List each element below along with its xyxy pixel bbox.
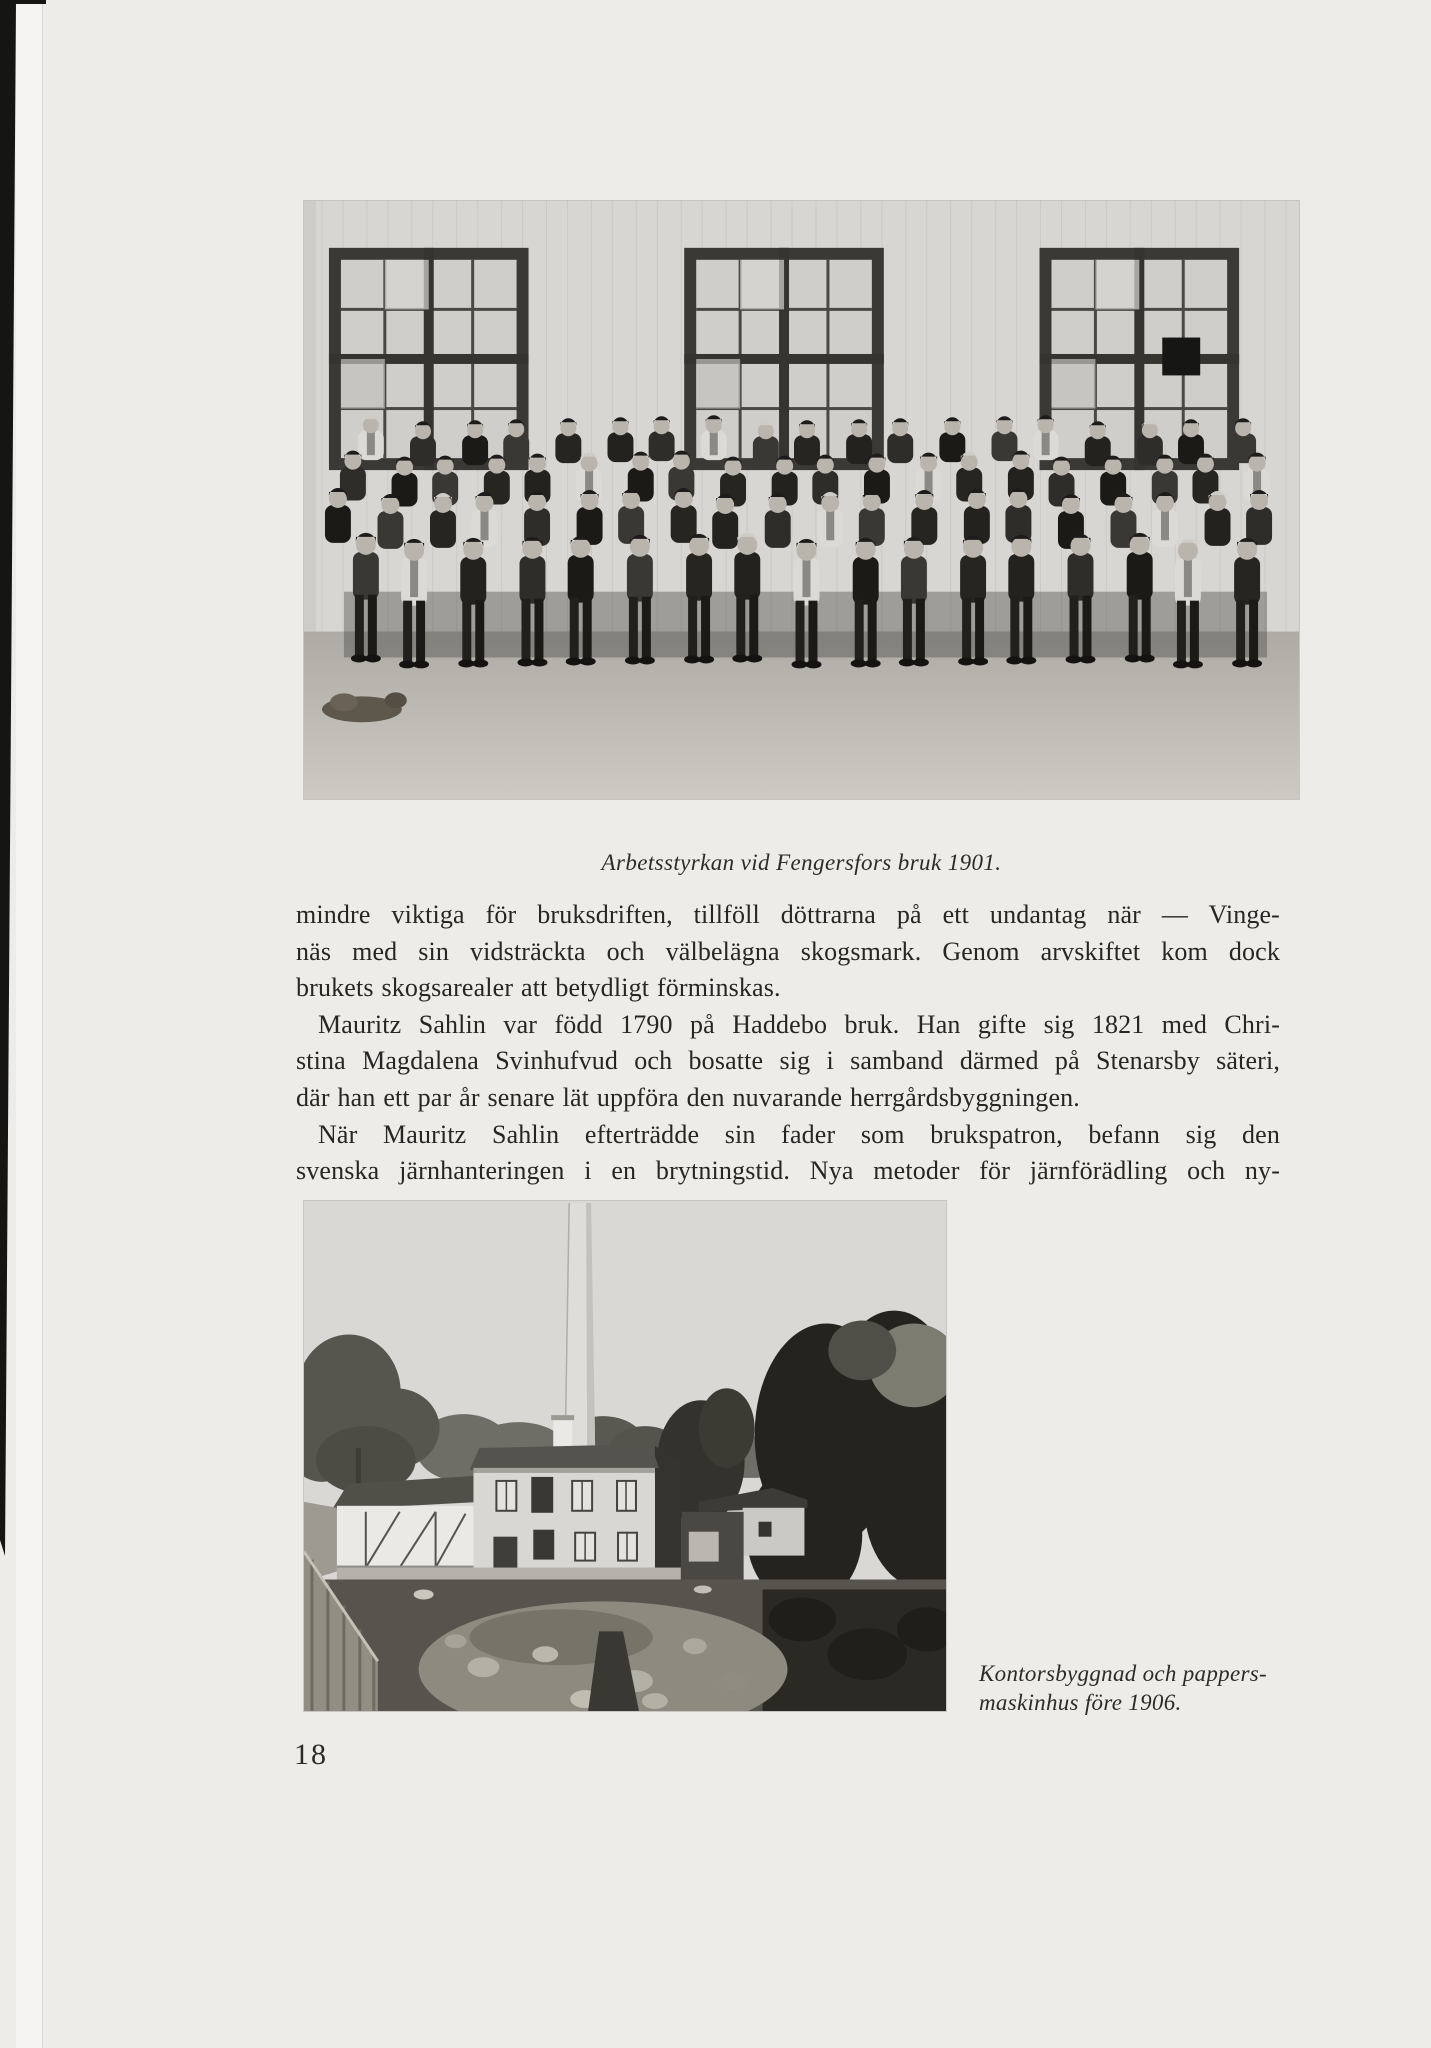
office-building — [469, 1444, 681, 1581]
caption-workforce: Arbetsstyrkan vid Fengersfors bruk 1901. — [601, 850, 1002, 875]
scan-top-edge — [0, 0, 46, 4]
caption-mill — [979, 1659, 1289, 1717]
body-line: näs med sin vidsträckta och välbelägna skogsmark. Genom arvskiftet kom dock — [296, 936, 1280, 966]
body-line: svenska järnhanteringen i en brytningstid. Nya metoder för järnförädling och ny- — [296, 1156, 1280, 1186]
paragraph — [296, 897, 1280, 1007]
body-line: mindre viktiga för bruksdriften, tillföll döttrarna på ett undantag när — Vinge- — [296, 900, 1280, 929]
right-trees — [747, 1311, 946, 1607]
body-line: stina Magdalena Svinhufvud och bosatte sig i samband därmed på Stenarsby säteri, — [296, 1046, 1280, 1076]
body-text — [296, 897, 1280, 1190]
body-line: där han ett par år senare lät uppföra den nuvarande herrgårdsbyggningen. — [296, 1082, 1080, 1112]
page-stack-edge — [16, 0, 43, 2048]
paragraph — [296, 1117, 1280, 1190]
paragraph — [296, 1007, 1280, 1117]
body-line: Mauritz Sahlin var född 1790 på Haddebo bruk. Han gifte sig 1821 med Chri- — [318, 1009, 1280, 1039]
photo-mill-before-1906 — [303, 1200, 947, 1712]
caption-mill-line1: Kontorsbyggnad och pappers- — [979, 1661, 1267, 1686]
body-line: brukets skogsarealer att betydligt förminskas. — [296, 973, 781, 1003]
binding-shadow — [0, 0, 20, 1560]
body-line: När Mauritz Sahlin efterträdde sin fader som brukspatron, befann sig den — [318, 1119, 1280, 1149]
photo-workforce-1901 — [303, 200, 1300, 800]
caption-mill-line2: maskinhus före 1906. — [979, 1690, 1182, 1715]
yard — [337, 1568, 681, 1582]
chimney — [565, 1203, 595, 1446]
roof-stack — [553, 1418, 572, 1448]
page-number: 18 — [294, 1738, 328, 1771]
foreground-rubble — [304, 1580, 946, 1711]
